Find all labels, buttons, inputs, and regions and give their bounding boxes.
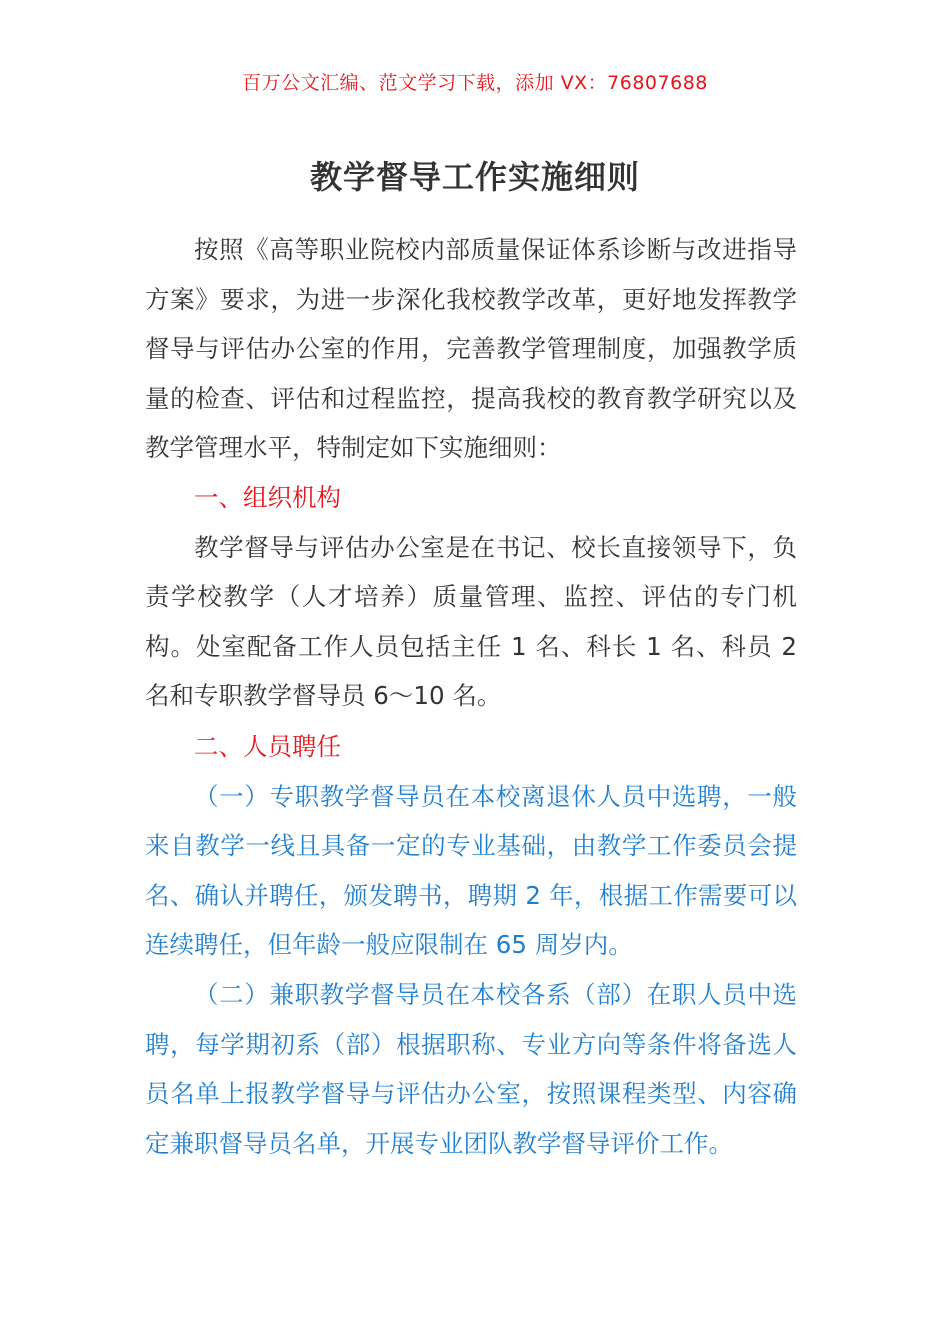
- header-note: 百万公文汇编、范文学习下载，添加 VX：76807688: [242, 72, 708, 94]
- organization-paragraph: 教学督导与评估办公室是在书记、校长直接领导下，负责学校教学（人才培养）质量管理、监控、评估的专门机构。处室配备工作人员包括主任 1 名、科长 1 名、科员 2 名和专职教学督导员 6～10 名。: [145, 532, 797, 711]
- document-body: [145, 225, 797, 1168]
- intro-paragraph: 按照《高等职业院校内部质量保证体系诊断与改进指导方案》要求，为进一步深化我校教学改革，更好地发挥教学督导与评估办公室的作用，完善教学管理制度，加强教学质量的检查、评估和过程监控，提高我校的教育教学研究以及教学管理水平，特制定如下实施细则：: [145, 235, 797, 463]
- appointment-paragraph-parttime: （二）兼职教学督导员在本校各系（部）在职人员中选聘，每学期初系（部）根据职称、专业方向等条件将备选人员名单上报教学督导与评估办公室，按照课程类型、内容确定兼职督导员名单，开展专业团队教学督导评价工作。: [145, 979, 797, 1158]
- section-heading-appointment: 二、人员聘任: [194, 731, 341, 761]
- appointment-paragraph-fulltime: （一）专职教学督导员在本校离退休人员中选聘，一般来自教学一线且具备一定的专业基础，由教学工作委员会提名、确认并聘任，颁发聘书，聘期 2 年，根据工作需要可以连续聘任，但年龄一般应限制在 65 周岁内。: [145, 781, 797, 960]
- page-title: 教学督导工作实施细则: [309, 158, 640, 196]
- section-heading-organization: 一、组织机构: [194, 482, 341, 512]
